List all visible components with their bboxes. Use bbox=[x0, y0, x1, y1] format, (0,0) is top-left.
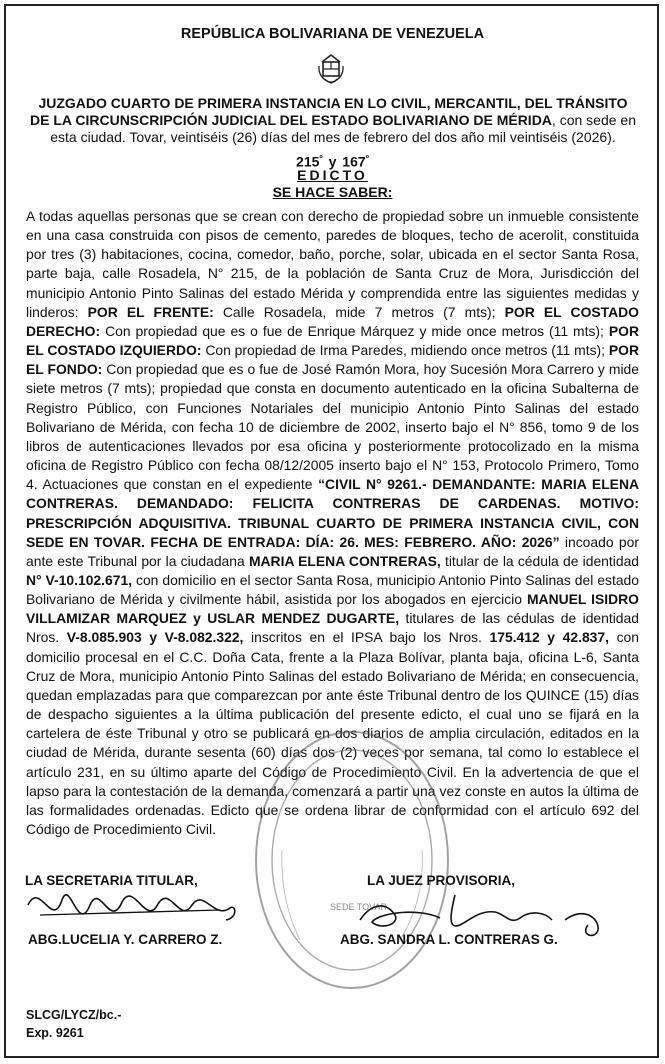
folio-number-2: 167 bbox=[342, 153, 366, 170]
stamp-center-text: SEDE TOVAR bbox=[330, 902, 388, 912]
body-bold-segment: 175.412 y 42.837, bbox=[489, 629, 609, 646]
document-title: EDICTO bbox=[297, 167, 368, 183]
degree-sign: º bbox=[319, 153, 323, 163]
body-segment: con domicilio procesal en el C.C. Doña Cata, frente a la Plaza Bolívar, planta baja, oficina L-6, Santa Cruz de Mora, municipio Antonio Pinto Salinas del estado Bolivariano de Mérida; en consecuencia, quedan emplazadas para que comparezcan por ante éste Tribunal dentro de los QUINCE (15) días de despacho siguientes a la última publicación del presente edicto, el cual uno se fijará en la cartelera de éste Tribunal y otro se publicará en dos diarios de amplia circulación, editados en la ciudad de Mérida, durante sesenta (60) días dos (2) veces por semana, tal como lo establece el artículo 231, en su último aparte del Código de Procedimiento Civil. En la advertencia de que el lapso para la contestación de la demanda, comenzará a partir una vez conste en autos la última de las formalidades ordenadas. Edicto que se ordena librar de conformidad con el artículo 692 del Código de Procedimiento Civil. bbox=[26, 629, 639, 837]
body-bold-segment: MARIA ELENA CONTRERAS, bbox=[248, 552, 441, 569]
document-subtitle: SE HACE SABER: bbox=[272, 184, 393, 200]
folio-number-1: 215 bbox=[296, 153, 320, 170]
expediente-number: Exp. 9261 bbox=[26, 1026, 84, 1040]
judge-title: LA JUEZ PROVISORIA, bbox=[367, 873, 516, 888]
coat-of-arms-icon bbox=[316, 52, 346, 86]
court-name: JUZGADO CUARTO DE PRIMERA INSTANCIA EN LO CIVIL, MERCANTIL, DEL TRÁNSITO DE LA CIRCUNSCRIPCIÓN JUDICIAL DEL ESTADO BOLIVARIANO DE MÉRIDA bbox=[30, 95, 628, 128]
body-bold-segment: N° V-10.102.671, bbox=[26, 571, 133, 588]
body-segment: Con propiedad de Irma Paredes, midiendo once metros (11 mts); bbox=[201, 342, 609, 359]
body-bold-segment: POR EL FONDO: bbox=[26, 342, 640, 378]
country-heading: REPÚBLICA BOLIVARIANA DE VENEZUELA bbox=[180, 26, 485, 42]
body-bold-segment: MANUEL ISIDRO VILLAMIZAR MARQUEZ y USLAR MENDEZ DUGARTE, bbox=[26, 591, 639, 627]
body-segment: A todas aquellas personas que se crean con derecho de propiedad sobre un inmueble consistente en una casa construida con pisos de cemento, paredes de bloques, techo de acerolit, constituida por tres (3) habitaciones, cocina, comedor, baño, porche, solar, ubicada en el sector Santa Rosa, parte baja, calle Rosadela, N° 215, de la población de Santa Cruz de Mora, Jurisdicción del municipio Antonio Pinto Salinas del estado Mérida y comprendida entre las siguientes medidas y linderos: bbox=[26, 208, 639, 320]
body-segment: incoado por ante este Tribunal por la ciudadana bbox=[26, 533, 640, 569]
court-location-date: , con sede en esta ciudad. Tovar, veintiséis (26) días del mes de febrero del dos año mil veintiséis (2026). bbox=[50, 112, 636, 145]
secretary-title: LA SECRETARIA TITULAR, bbox=[25, 873, 198, 888]
body-bold-segment: POR EL COSTADO DERECHO: bbox=[26, 303, 639, 339]
body-bold-segment: POR EL COSTADO IZQUIERDO: bbox=[26, 322, 639, 359]
body-segment: inscritos en el IPSA bajo los Nros. bbox=[243, 629, 490, 646]
body-bold-segment: “CIVIL N° 9261.- DEMANDANTE: MARIA ELENA CONTRERAS. DEMANDADO: FELICITA CONTRERAS DE CARDENAS. MOTIVO: PRESCRIPCIÓN ADQUISITIVA. TRIBUNAL CUARTO DE PRIMERA INSTANCIA CIVIL, CON SEDE EN TOVAR. FECHA DE ENTRADA: DÍA: 26. MES: FEBRERO. AÑO: 2026” bbox=[26, 476, 640, 550]
body-bold-segment: V-8.085.903 y V-8.082.322, bbox=[66, 629, 244, 646]
body-segment: titulares de las cédulas de identidad Nros. bbox=[26, 610, 639, 646]
body-segment: Calle Rosadela, mide 7 metros (7 mts); bbox=[213, 303, 505, 320]
edict-body bbox=[26, 207, 639, 839]
reference-initials: SLCG/LYCZ/bc.- bbox=[26, 1008, 122, 1022]
body-segment: Con propiedad que es o fue de Enrique Márquez y mide once metros (11 mts); bbox=[100, 322, 609, 339]
folio-join: y bbox=[328, 153, 337, 170]
body-segment: con domicilio en el sector Santa Rosa, municipio Antonio Pinto Salinas del estado Bolivariano de Mérida y civilmente hábil, asistida por los abogados en ejercicio bbox=[26, 571, 639, 608]
secretary-name: ABG.LUCELIA Y. CARRERO Z. bbox=[28, 932, 223, 947]
body-segment: Con propiedad que es o fue de José Ramón Mora, hoy Sucesión Mora Carrero y mide siete metros (7 mts); propiedad que consta en documento autenticado en la oficina Subalterna de Registro Público, con Funciones Notariales del municipio Antonio Pinto Salinas del estado Bolivariano de Mérida, con fecha 10 de diciembre de 2002, inserto bajo el N° 856, tomo 9 de los libros de autenticaciones llevados por esa oficina y posteriormente protocolizado en la misma oficina de Registro Público con fecha 08/12/2005 inserto bajo el N° 153, Protocolo Primero, Tomo 4. Actuaciones que constan en el expediente bbox=[26, 361, 639, 493]
judge-name: ABG. SANDRA L. CONTRERAS G. bbox=[340, 932, 558, 947]
court-heading bbox=[27, 95, 639, 146]
body-bold-segment: POR EL FRENTE: bbox=[87, 303, 214, 320]
degree-sign: º bbox=[365, 153, 369, 163]
body-segment: titular de la cédula de identidad bbox=[440, 552, 640, 569]
